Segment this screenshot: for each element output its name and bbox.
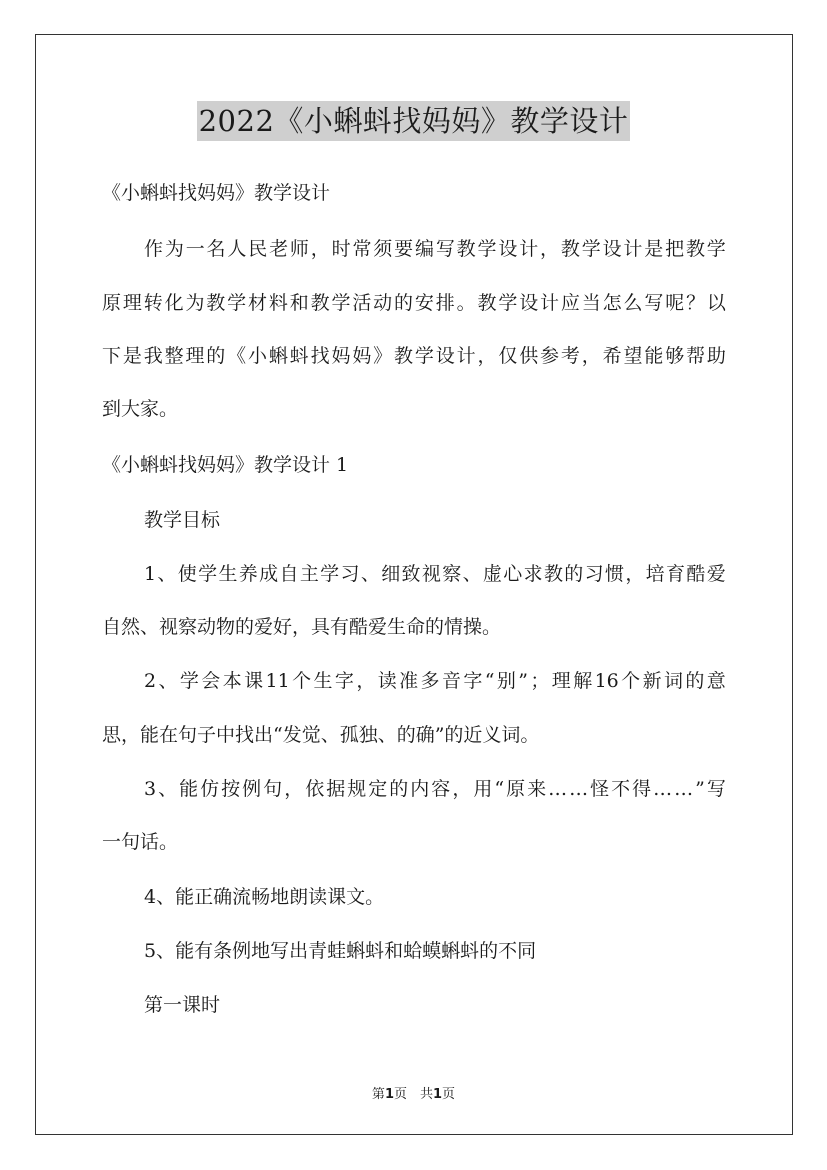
line-char: 、 — [158, 670, 178, 692]
line-char: 读 — [377, 670, 397, 692]
line-char: 用 — [473, 778, 493, 800]
line-char: 教 — [477, 292, 497, 314]
line-char: 。 — [456, 292, 476, 314]
footer-page-mid: 页 共 — [393, 1087, 433, 1102]
title-container — [0, 101, 827, 141]
line-char: 找 — [310, 345, 330, 367]
line-char: … — [569, 778, 589, 800]
line-char: 习 — [340, 563, 360, 585]
line-char: 应 — [560, 292, 580, 314]
line-char: 常 — [352, 238, 372, 260]
line-char: 视 — [421, 563, 441, 585]
line-char: 下 — [102, 345, 122, 367]
line-char: 、 — [157, 563, 177, 585]
line-char: 能 — [644, 345, 664, 367]
goal-1-line-1 — [144, 561, 726, 587]
line-char: … — [548, 778, 568, 800]
line-char: 我 — [143, 345, 163, 367]
line-char: 帮 — [686, 345, 706, 367]
line-char: 定 — [368, 778, 388, 800]
line-char: 学 — [498, 292, 518, 314]
line-char: 安 — [414, 292, 434, 314]
line-char: 设 — [435, 345, 455, 367]
line-char: ， — [581, 345, 601, 367]
line-char: 学 — [581, 238, 601, 260]
line-char: 学 — [179, 670, 199, 692]
line-char: 教 — [456, 238, 476, 260]
line-char: 别 — [496, 670, 516, 692]
line-char: 《 — [227, 345, 247, 367]
line-char: 计 — [456, 345, 476, 367]
line-char: 名 — [206, 238, 226, 260]
intro-line-2 — [102, 290, 726, 316]
line-char: 民 — [248, 238, 268, 260]
line-char: 词 — [663, 670, 683, 692]
line-char: 写 — [644, 292, 664, 314]
line-char: 主 — [299, 563, 319, 585]
line-char: 为 — [164, 238, 184, 260]
line-char: 规 — [347, 778, 367, 800]
line-char: 的 — [564, 563, 584, 585]
line-char: 习 — [584, 563, 604, 585]
goal-2-line-2: 思，能在句子中找出“发觉、孤独、的确”的近义词。 — [102, 724, 540, 746]
line-char: 容 — [431, 778, 451, 800]
line-char: 的 — [389, 778, 409, 800]
line-char: 16 — [594, 670, 619, 692]
line-char: 计 — [623, 238, 643, 260]
line-char: 编 — [414, 238, 434, 260]
footer-page-post: 页 — [442, 1087, 456, 1102]
line-char: 学 — [706, 238, 726, 260]
line-char: 写 — [435, 238, 455, 260]
goal-4: 4、能正确流畅地朗读课文。 — [144, 886, 385, 908]
line-char: 不 — [611, 778, 631, 800]
line-char: 教 — [310, 292, 330, 314]
line-char: 养 — [238, 563, 258, 585]
line-char: 供 — [519, 345, 539, 367]
line-char: 学 — [414, 345, 434, 367]
line-char: 细 — [381, 563, 401, 585]
line-char: 学 — [477, 238, 497, 260]
line-char: 理 — [551, 670, 571, 692]
line-char: 生 — [313, 670, 333, 692]
line-char: 计 — [540, 292, 560, 314]
line-char: ” — [695, 778, 705, 800]
line-char: 求 — [523, 563, 543, 585]
document-title: 2022《小蝌蚪找妈妈》教学设计 — [197, 101, 631, 141]
line-char: 察 — [442, 563, 462, 585]
line-char: 成 — [259, 563, 279, 585]
line-char: 按 — [221, 778, 241, 800]
goal-3-line-2: 一句话。 — [102, 831, 179, 853]
line-char: 设 — [519, 292, 539, 314]
line-char: 句 — [263, 778, 283, 800]
line-char: 教 — [206, 292, 226, 314]
line-char: 学 — [227, 292, 247, 314]
line-char: ， — [452, 778, 472, 800]
line-char: 的 — [394, 292, 414, 314]
line-char: 料 — [268, 292, 288, 314]
line-char: 准 — [399, 670, 419, 692]
line-char: 心 — [503, 563, 523, 585]
line-char: 教 — [394, 345, 414, 367]
line-char: 多 — [420, 670, 440, 692]
line-char: 3 — [144, 778, 157, 800]
line-char: ， — [284, 778, 304, 800]
line-char: 教 — [685, 238, 705, 260]
line-char: 师 — [289, 238, 309, 260]
goal-3-line-1 — [144, 776, 726, 802]
line-char: 转 — [143, 292, 163, 314]
line-char: 致 — [401, 563, 421, 585]
line-char: 内 — [410, 778, 430, 800]
line-char: 使 — [177, 563, 197, 585]
line-char: 教 — [560, 238, 580, 260]
line-char: 原 — [506, 778, 526, 800]
line-char: ， — [310, 238, 330, 260]
line-char: 学 — [198, 563, 218, 585]
line-char: 的 — [685, 670, 705, 692]
line-char: 计 — [519, 238, 539, 260]
line-char: 教 — [543, 563, 563, 585]
line-char: 写 — [706, 778, 726, 800]
line-char: 当 — [581, 292, 601, 314]
line-char: ； — [530, 670, 550, 692]
line-char: 蝌 — [268, 345, 288, 367]
line-char: 、 — [462, 563, 482, 585]
line-char: 够 — [665, 345, 685, 367]
intro-line-4: 到大家。 — [102, 398, 179, 420]
line-char: 妈 — [331, 345, 351, 367]
line-char: 助 — [706, 345, 726, 367]
line-char: 须 — [373, 238, 393, 260]
line-char: 是 — [644, 238, 664, 260]
line-char: 新 — [642, 670, 662, 692]
line-char: ？ — [686, 292, 706, 314]
line-char: 是 — [122, 345, 142, 367]
line-char: 音 — [441, 670, 461, 692]
line-char: 据 — [326, 778, 346, 800]
line-char: 活 — [352, 292, 372, 314]
line-char: 能 — [179, 778, 199, 800]
line-char: ， — [356, 670, 376, 692]
line-char: 老 — [269, 238, 289, 260]
line-char: 理 — [185, 345, 205, 367]
line-char: 、 — [360, 563, 380, 585]
line-char: 望 — [623, 345, 643, 367]
line-char: 自 — [279, 563, 299, 585]
line-char: 参 — [540, 345, 560, 367]
line-char: 设 — [498, 238, 518, 260]
line-char: 动 — [373, 292, 393, 314]
line-char: 》 — [373, 345, 393, 367]
line-char: 排 — [435, 292, 455, 314]
line-char: 理 — [122, 292, 142, 314]
line-char: 一 — [185, 238, 205, 260]
line-char: 考 — [560, 345, 580, 367]
line-char: 以 — [706, 292, 726, 314]
line-char: 会 — [201, 670, 221, 692]
line-char: 时 — [331, 238, 351, 260]
line-char: 么 — [623, 292, 643, 314]
line-char: 虚 — [482, 563, 502, 585]
line-char: 依 — [305, 778, 325, 800]
line-char: 解 — [573, 670, 593, 692]
line-char: 惯 — [604, 563, 624, 585]
line-char: 来 — [527, 778, 547, 800]
line-char: 化 — [164, 292, 184, 314]
line-char: 得 — [632, 778, 652, 800]
line-char: 例 — [242, 778, 262, 800]
line-char: 人 — [227, 238, 247, 260]
line-char: 呢 — [665, 292, 685, 314]
goal-2-line-1 — [144, 668, 726, 694]
line-char: 希 — [602, 345, 622, 367]
line-char: 整 — [164, 345, 184, 367]
line-char: 字 — [334, 670, 354, 692]
line-char: 育 — [666, 563, 686, 585]
line-char: 小 — [248, 345, 268, 367]
section-heading: 《小蝌蚪找妈妈》教学设计 1 — [102, 454, 349, 476]
line-char: ， — [625, 563, 645, 585]
line-char: 仿 — [200, 778, 220, 800]
line-char: 的 — [206, 345, 226, 367]
line-char: 学 — [320, 563, 340, 585]
line-char: 爱 — [706, 563, 726, 585]
line-char: … — [653, 778, 673, 800]
line-char: ” — [518, 670, 528, 692]
goals-heading: 教学目标 — [144, 509, 221, 531]
line-char: 意 — [706, 670, 726, 692]
intro-line-3 — [102, 343, 726, 369]
lesson-heading: 第一课时 — [144, 994, 221, 1016]
line-char: 材 — [248, 292, 268, 314]
line-char: ， — [477, 345, 497, 367]
line-char: 把 — [665, 238, 685, 260]
line-char: 字 — [463, 670, 483, 692]
page-footer — [0, 1083, 827, 1102]
line-char: 妈 — [352, 345, 372, 367]
line-char: 培 — [645, 563, 665, 585]
footer-total-pages: 1 — [433, 1087, 443, 1102]
line-char: 蚪 — [289, 345, 309, 367]
line-char: 个 — [621, 670, 641, 692]
goal-1-line-2: 自然、视察动物的爱好，具有酷爱生命的情操。 — [102, 616, 502, 638]
line-char: 11 — [265, 670, 290, 692]
line-char: 设 — [602, 238, 622, 260]
intro-line-1 — [144, 236, 726, 262]
line-char: 个 — [292, 670, 312, 692]
line-char: 和 — [289, 292, 309, 314]
line-char: 仅 — [498, 345, 518, 367]
line-char: 怪 — [590, 778, 610, 800]
line-char: 原 — [102, 292, 122, 314]
line-char: 学 — [331, 292, 351, 314]
line-char: 作 — [144, 238, 164, 260]
line-char: 本 — [222, 670, 242, 692]
line-char: “ — [484, 670, 495, 692]
goal-5: 5、能有条例地写出青蛙蝌蚪和蛤蟆蝌蚪的不同 — [144, 940, 537, 962]
footer-page-pre: 第 — [371, 1087, 385, 1102]
line-char: “ — [494, 778, 505, 800]
footer-page-number: 1 — [384, 1087, 394, 1102]
line-char: 1 — [144, 563, 157, 585]
line-char: 、 — [158, 778, 178, 800]
line-char: 生 — [218, 563, 238, 585]
line-char: … — [674, 778, 694, 800]
line-char: 要 — [394, 238, 414, 260]
line-char: 2 — [144, 670, 157, 692]
line-char: 为 — [185, 292, 205, 314]
line-char: ， — [540, 238, 560, 260]
line-char: 酷 — [686, 563, 706, 585]
line-char: 课 — [244, 670, 264, 692]
subtitle: 《小蝌蚪找妈妈》教学设计 — [102, 182, 331, 204]
line-char: 怎 — [602, 292, 622, 314]
